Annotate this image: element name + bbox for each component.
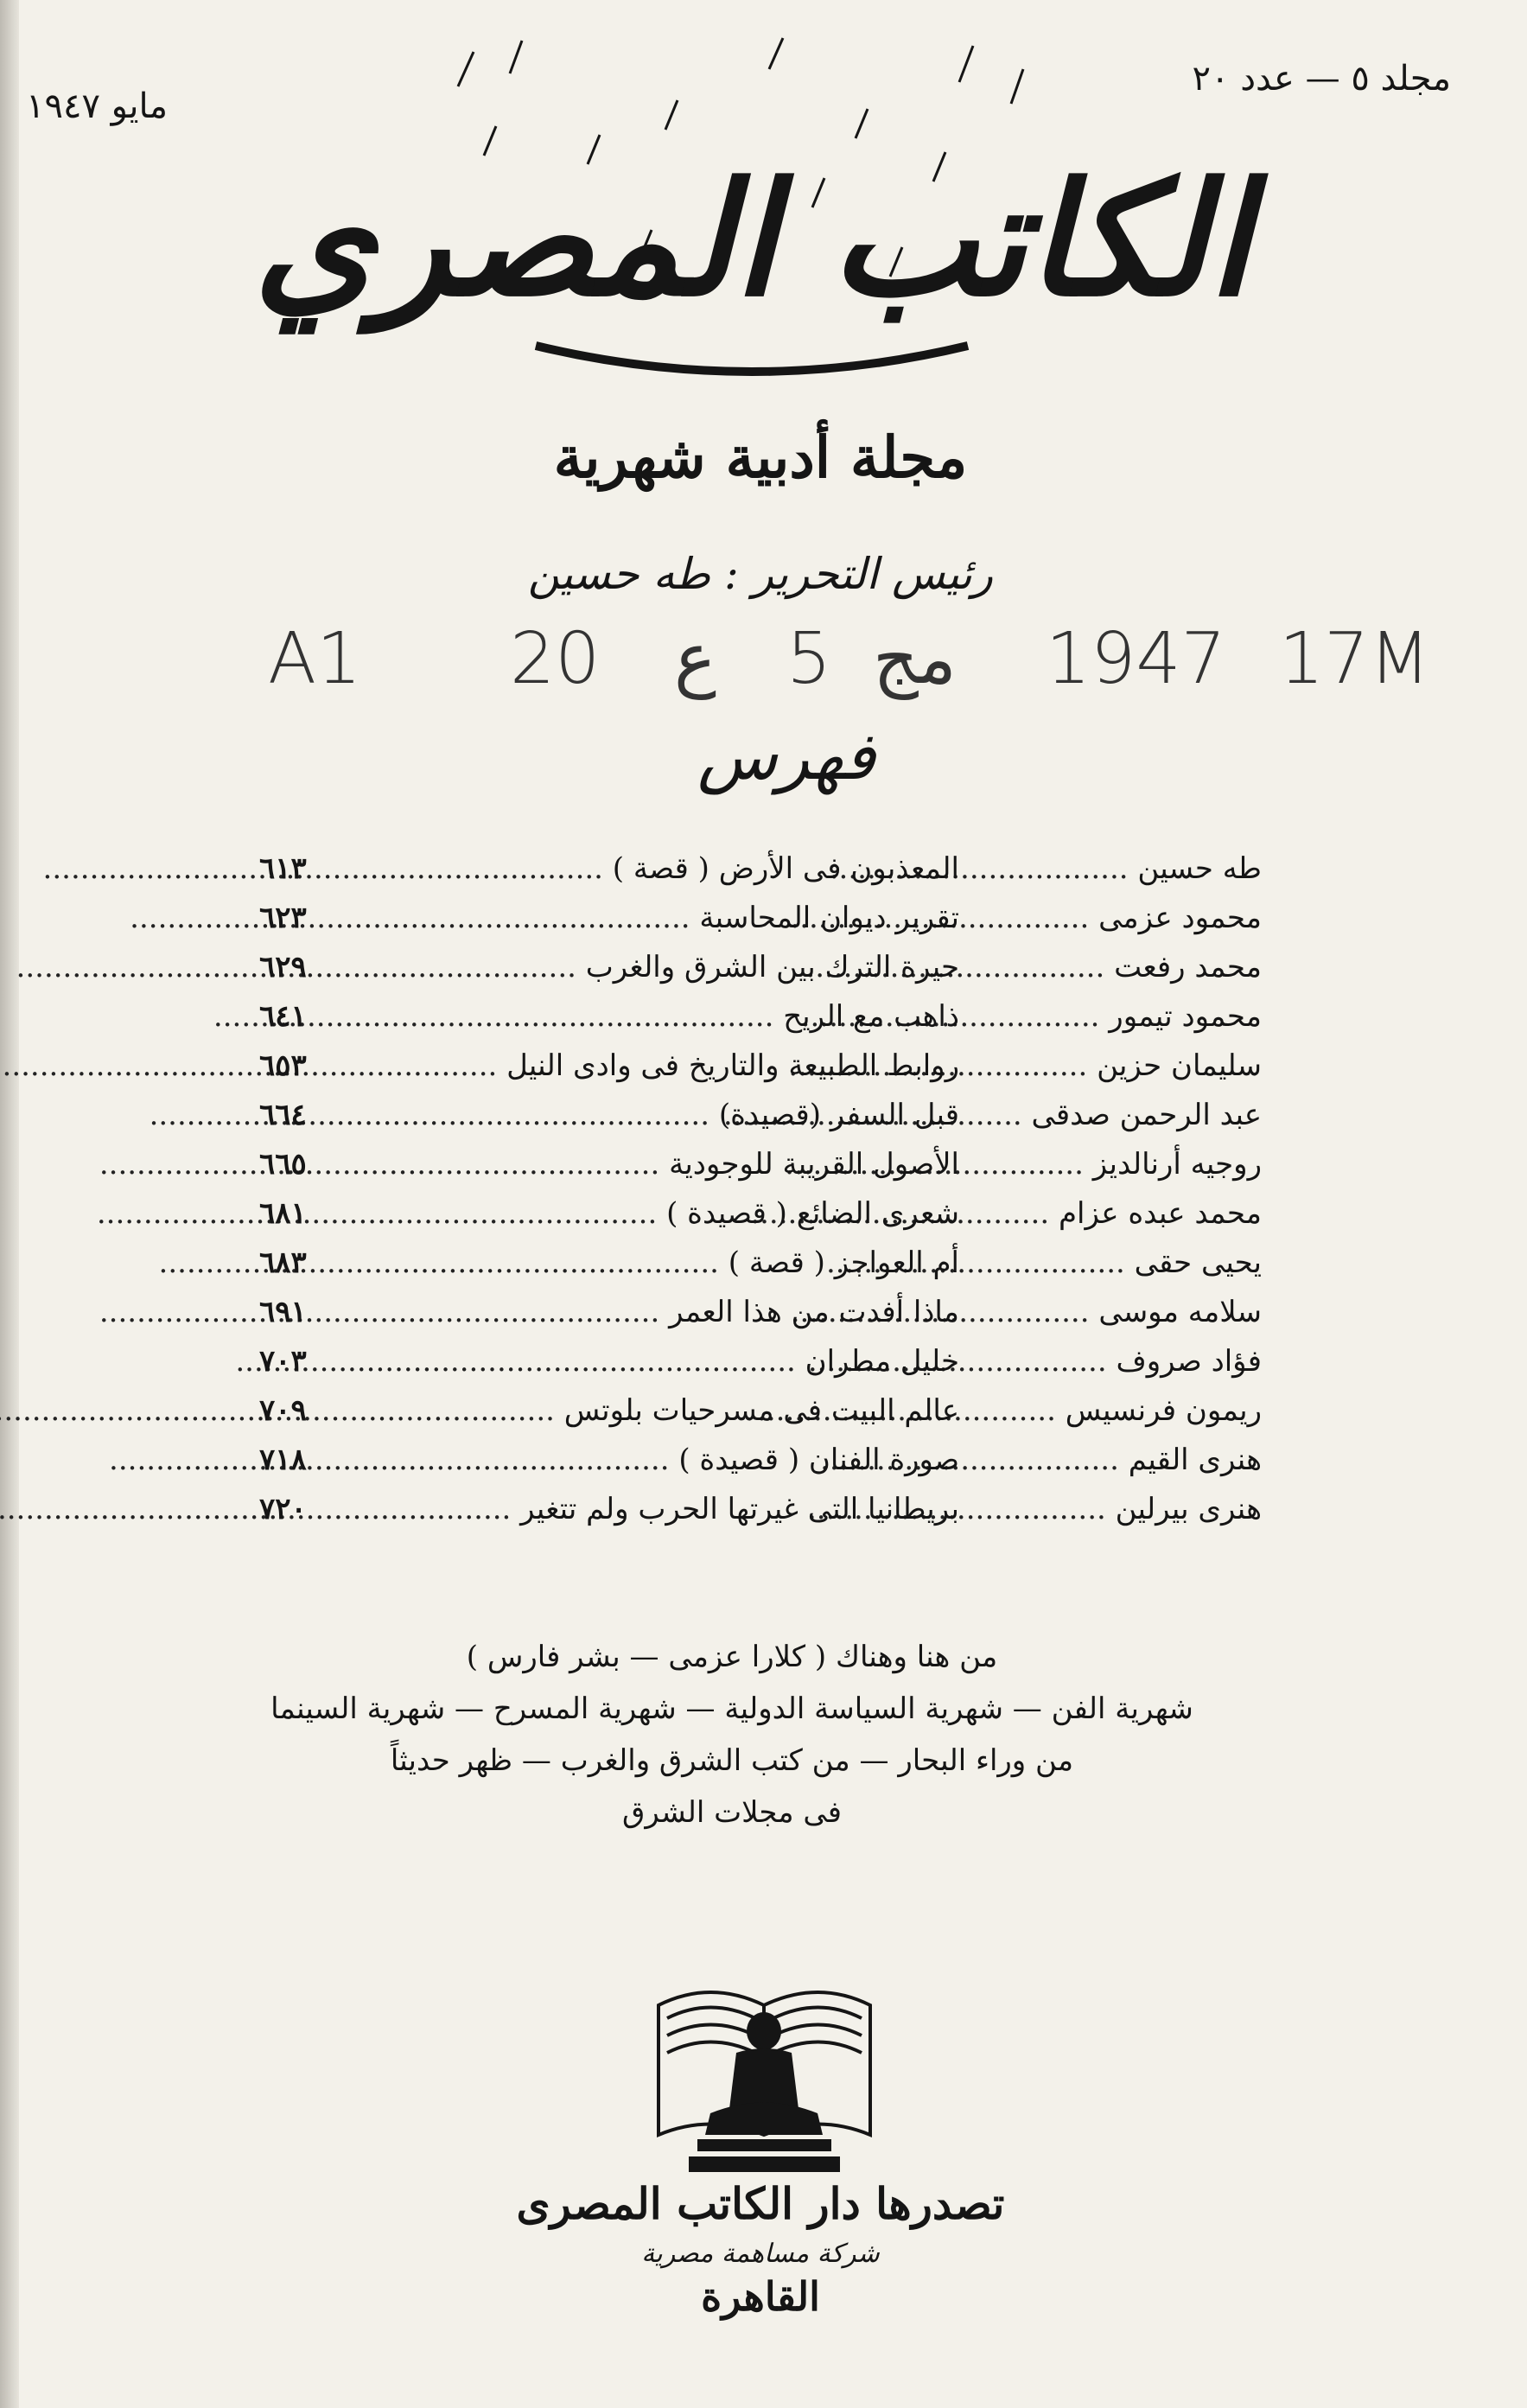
- extra-line-1: من هنا وهناك ( كلارا عزمى — بشر فارس ): [466, 1640, 998, 1674]
- toc-title: عالم البيت فى مسرحيات بلوتس .....: [398, 1393, 959, 1428]
- page-binding-edge: [0, 0, 19, 2408]
- toc-author: طه حسين .....: [977, 851, 1262, 886]
- toc-author: محمد عبده عزام .....: [977, 1196, 1262, 1231]
- toc-title: شعرى الضائع ( قصيدة ) .....: [398, 1196, 959, 1231]
- publisher-city: القاهرة: [701, 2273, 820, 2320]
- toc-page-number: ٦٤١: [259, 999, 307, 1034]
- toc-author: يحيى حقى .....: [977, 1245, 1262, 1280]
- toc-title: حيرة الترك بين الشرق والغرب .....: [398, 950, 959, 984]
- toc-page-number: ٧٠٩: [259, 1393, 307, 1428]
- toc-title: الأصول القريبة للوجودية .....: [398, 1147, 959, 1182]
- date-label: مايو ١٩٤٧: [26, 86, 169, 126]
- catalog-year: 1947: [1046, 618, 1226, 700]
- toc-title: صورة الفنان ( قصيدة ) .....: [398, 1443, 959, 1477]
- catalog-code: A1: [268, 618, 362, 700]
- toc-page-number: ٦٨٣: [259, 1245, 307, 1280]
- toc-author: محمود عزمى .....: [977, 901, 1262, 935]
- toc-page-number: ٦١٣: [259, 851, 307, 886]
- toc-page-number: ٦٢٣: [259, 901, 307, 935]
- toc-page-number: ٧٠٣: [259, 1344, 307, 1379]
- index-heading: فهرس: [697, 717, 876, 794]
- catalog-issue-abbrev: ع: [674, 618, 716, 700]
- masthead-logo: [253, 35, 1250, 398]
- publisher-name: تصدرها دار الكاتب المصرى: [516, 2178, 1005, 2229]
- toc-title: ماذا أفدت من هذا العمر .....: [398, 1295, 959, 1329]
- toc-page-number: ٧١٨: [259, 1443, 307, 1477]
- toc-page-number: ٦٦٥: [259, 1147, 307, 1182]
- masthead-title: الكاتب المصري: [253, 149, 1250, 331]
- toc-row: [259, 1147, 1262, 1196]
- toc-title: خليل مطران .....: [398, 1344, 959, 1379]
- toc-author: سلامه موسى .....: [977, 1295, 1262, 1329]
- issue-label: مجلد ٥ — عدد ٢٠: [1192, 59, 1451, 99]
- magazine-subtitle: مجلة أدبية شهرية: [553, 424, 968, 491]
- toc-row: [259, 1098, 1262, 1147]
- extra-line-2: شهرية الفن — شهرية السياسة الدولية — شهرية المسرح — شهرية السينما: [270, 1691, 1193, 1726]
- catalog-pencil-note: [268, 618, 1460, 713]
- toc-row: [259, 1443, 1262, 1492]
- toc-page-number: ٦٢٩: [259, 950, 307, 984]
- toc-title: ذاهب مع الريح .....: [398, 999, 959, 1034]
- toc-row: [259, 1196, 1262, 1245]
- company-type: شركة مساهمة مصرية: [641, 2239, 880, 2269]
- toc-author: هنرى القيم .....: [977, 1443, 1262, 1477]
- toc-title: روابط الطبيعة والتاريخ فى وادى النيل .....: [398, 1048, 959, 1083]
- catalog-volume-abbrev: مج: [873, 618, 957, 700]
- toc-row: [259, 1393, 1262, 1443]
- toc-author: محمود تيمور .....: [977, 999, 1262, 1034]
- toc-author: روجيه أرنالديز .....: [977, 1147, 1262, 1182]
- toc-author: فؤاد صروف .....: [977, 1344, 1262, 1379]
- toc-row: [259, 1295, 1262, 1344]
- toc-page-number: ٧٢٠: [259, 1492, 307, 1526]
- toc-page-number: ٦٩١: [259, 1295, 307, 1329]
- toc-page-number: ٦٦٤: [259, 1098, 307, 1132]
- toc-title: بريطانيا التى غيرتها الحرب ولم تتغير .....: [398, 1492, 959, 1526]
- toc-author: عبد الرحمن صدقى .....: [977, 1098, 1262, 1132]
- toc-row: [259, 999, 1262, 1048]
- toc-title: قبل السفر (قصيدة) .....: [398, 1098, 959, 1132]
- extra-line-4: فى مجلات الشرق: [622, 1795, 842, 1830]
- toc-page-number: ٦٨١: [259, 1196, 307, 1231]
- toc-row: [259, 1344, 1262, 1393]
- toc-author: سليمان حزين .....: [977, 1048, 1262, 1083]
- table-of-contents: [259, 851, 1262, 1541]
- toc-row: [259, 901, 1262, 950]
- toc-row: [259, 1245, 1262, 1295]
- toc-author: هنرى بيرلين .....: [977, 1492, 1262, 1526]
- catalog-month: 17M: [1279, 618, 1431, 700]
- publisher-emblem: [650, 1971, 879, 2187]
- toc-title: أم العواجز ( قصة ) .....: [398, 1245, 959, 1280]
- toc-title: تقرير ديوان المحاسبة .....: [398, 901, 959, 935]
- toc-page-number: ٦٥٣: [259, 1048, 307, 1083]
- toc-row: [259, 950, 1262, 999]
- editor-line: رئيس التحرير : طه حسين: [527, 549, 994, 599]
- extra-line-3: من وراء البحار — من كتب الشرق والغرب — ظهر حديثاً: [390, 1743, 1074, 1778]
- toc-author: ريمون فرنسيس .....: [977, 1393, 1262, 1428]
- toc-row: [259, 851, 1262, 901]
- catalog-issue-number: 20: [510, 618, 601, 700]
- catalog-volume-number: 5: [786, 618, 832, 700]
- toc-title: المعذبون فى الأرض ( قصة ) .....: [398, 851, 959, 886]
- toc-row: [259, 1048, 1262, 1098]
- toc-row: [259, 1492, 1262, 1541]
- toc-author: محمد رفعت .....: [977, 950, 1262, 984]
